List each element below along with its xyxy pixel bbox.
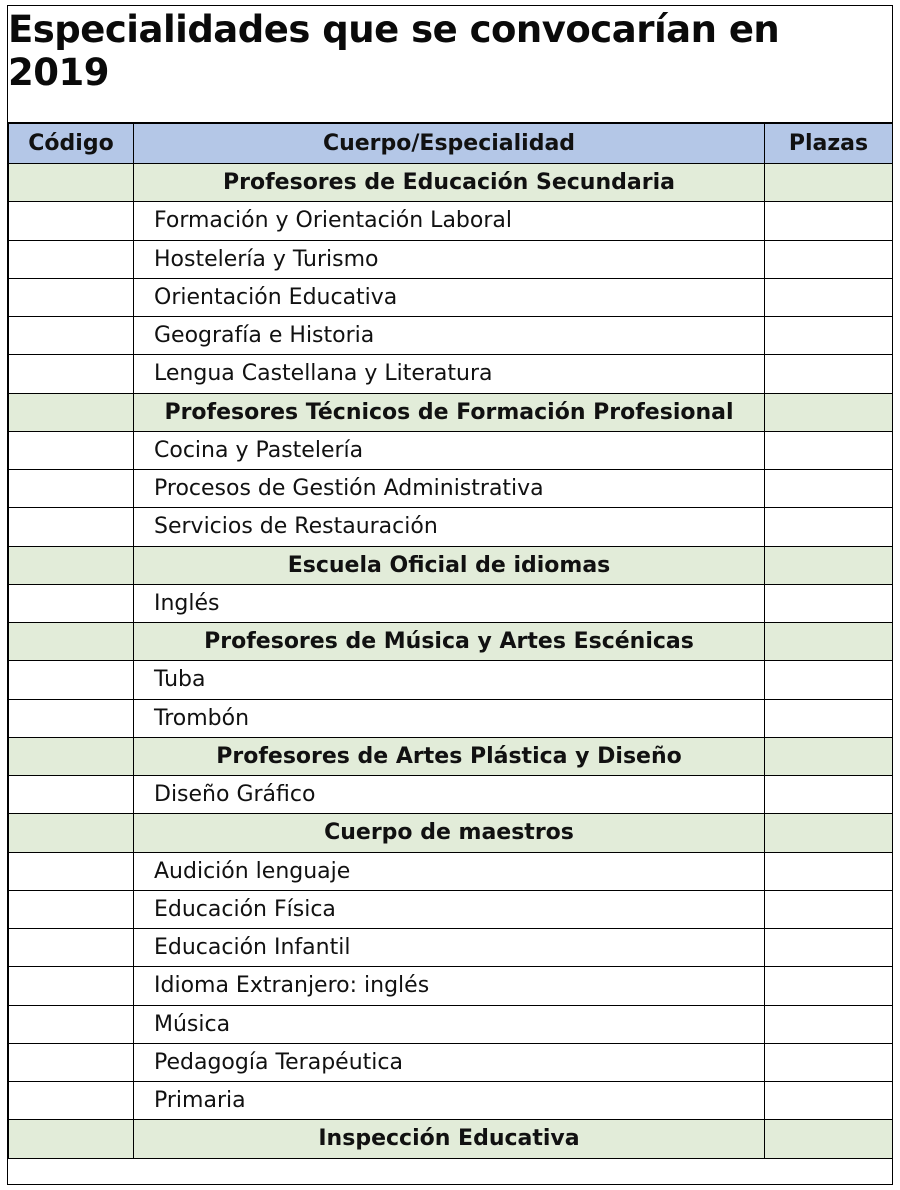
table-row bbox=[9, 278, 893, 316]
code-cell bbox=[9, 1120, 134, 1158]
section-label: Escuela Oficial de idiomas bbox=[134, 546, 765, 584]
section-label: Profesores de Educación Secundaria bbox=[134, 164, 765, 202]
seats-cell bbox=[765, 508, 893, 546]
section-row bbox=[9, 164, 893, 202]
seats-cell bbox=[765, 737, 893, 775]
specialty-label: Inglés bbox=[134, 584, 765, 622]
code-cell bbox=[9, 890, 134, 928]
seats-cell bbox=[765, 852, 893, 890]
code-cell bbox=[9, 1043, 134, 1081]
seats-cell bbox=[765, 623, 893, 661]
specialty-label: Idioma Extranjero: inglés bbox=[134, 967, 765, 1005]
code-cell bbox=[9, 164, 134, 202]
specialties-sheet bbox=[7, 5, 893, 1185]
seats-cell bbox=[765, 202, 893, 240]
section-label: Profesores de Artes Plástica y Diseño bbox=[134, 737, 765, 775]
specialty-label: Procesos de Gestión Administrativa bbox=[134, 470, 765, 508]
table-row bbox=[9, 584, 893, 622]
specialty-label: Trombón bbox=[134, 699, 765, 737]
code-cell bbox=[9, 737, 134, 775]
code-cell bbox=[9, 1005, 134, 1043]
code-cell bbox=[9, 852, 134, 890]
section-row bbox=[9, 623, 893, 661]
specialty-label: Educación Física bbox=[134, 890, 765, 928]
column-header-seats: Plazas bbox=[765, 124, 893, 164]
code-cell bbox=[9, 278, 134, 316]
seats-cell bbox=[765, 240, 893, 278]
code-cell bbox=[9, 240, 134, 278]
seats-cell bbox=[765, 278, 893, 316]
specialty-label: Diseño Gráfico bbox=[134, 776, 765, 814]
seats-cell bbox=[765, 164, 893, 202]
specialty-label: Hostelería y Turismo bbox=[134, 240, 765, 278]
specialty-label: Formación y Orientación Laboral bbox=[134, 202, 765, 240]
code-cell bbox=[9, 202, 134, 240]
code-cell bbox=[9, 470, 134, 508]
seats-cell bbox=[765, 814, 893, 852]
table-row bbox=[9, 202, 893, 240]
table-body bbox=[9, 164, 893, 1159]
seats-cell bbox=[765, 890, 893, 928]
code-cell bbox=[9, 661, 134, 699]
table-row bbox=[9, 355, 893, 393]
code-cell bbox=[9, 776, 134, 814]
table-row bbox=[9, 929, 893, 967]
specialty-label: Orientación Educativa bbox=[134, 278, 765, 316]
code-cell bbox=[9, 929, 134, 967]
seats-cell bbox=[765, 699, 893, 737]
section-label: Profesores de Música y Artes Escénicas bbox=[134, 623, 765, 661]
code-cell bbox=[9, 508, 134, 546]
code-cell bbox=[9, 355, 134, 393]
code-cell bbox=[9, 431, 134, 469]
section-label: Profesores Técnicos de Formación Profesional bbox=[134, 393, 765, 431]
seats-cell bbox=[765, 317, 893, 355]
specialty-label: Tuba bbox=[134, 661, 765, 699]
seats-cell bbox=[765, 929, 893, 967]
specialty-label: Servicios de Restauración bbox=[134, 508, 765, 546]
seats-cell bbox=[765, 1043, 893, 1081]
section-row bbox=[9, 1120, 893, 1158]
seats-cell bbox=[765, 967, 893, 1005]
specialty-label: Pedagogía Terapéutica bbox=[134, 1043, 765, 1081]
seats-cell bbox=[765, 661, 893, 699]
section-label: Cuerpo de maestros bbox=[134, 814, 765, 852]
seats-cell bbox=[765, 776, 893, 814]
table-row bbox=[9, 776, 893, 814]
specialty-label: Música bbox=[134, 1005, 765, 1043]
seats-cell bbox=[765, 1082, 893, 1120]
seats-cell bbox=[765, 1120, 893, 1158]
seats-cell bbox=[765, 393, 893, 431]
code-cell bbox=[9, 546, 134, 584]
code-cell bbox=[9, 623, 134, 661]
code-cell bbox=[9, 584, 134, 622]
section-row bbox=[9, 814, 893, 852]
seats-cell bbox=[765, 355, 893, 393]
code-cell bbox=[9, 393, 134, 431]
seats-cell bbox=[765, 1005, 893, 1043]
specialty-label: Educación Infantil bbox=[134, 929, 765, 967]
section-row bbox=[9, 546, 893, 584]
section-row bbox=[9, 393, 893, 431]
code-cell bbox=[9, 317, 134, 355]
seats-cell bbox=[765, 470, 893, 508]
seats-cell bbox=[765, 431, 893, 469]
column-header-specialty: Cuerpo/Especialidad bbox=[134, 124, 765, 164]
table-row bbox=[9, 240, 893, 278]
specialty-label: Audición lenguaje bbox=[134, 852, 765, 890]
table-row bbox=[9, 890, 893, 928]
seats-cell bbox=[765, 546, 893, 584]
table-row bbox=[9, 1043, 893, 1081]
section-row bbox=[9, 737, 893, 775]
sheet-title: Especialidades que se convocarían en 2019 bbox=[8, 6, 892, 123]
table-row bbox=[9, 431, 893, 469]
code-cell bbox=[9, 699, 134, 737]
table-row bbox=[9, 967, 893, 1005]
specialty-label: Cocina y Pastelería bbox=[134, 431, 765, 469]
specialty-label: Lengua Castellana y Literatura bbox=[134, 355, 765, 393]
table-row bbox=[9, 317, 893, 355]
code-cell bbox=[9, 1082, 134, 1120]
table-header-row bbox=[9, 124, 893, 164]
table-row bbox=[9, 470, 893, 508]
seats-cell bbox=[765, 584, 893, 622]
column-header-code: Código bbox=[9, 124, 134, 164]
code-cell bbox=[9, 814, 134, 852]
table-row bbox=[9, 1005, 893, 1043]
code-cell bbox=[9, 967, 134, 1005]
table-row bbox=[9, 661, 893, 699]
table-row bbox=[9, 699, 893, 737]
specialty-label: Primaria bbox=[134, 1082, 765, 1120]
section-label: Inspección Educativa bbox=[134, 1120, 765, 1158]
table-row bbox=[9, 852, 893, 890]
specialty-label: Geografía e Historia bbox=[134, 317, 765, 355]
table-row bbox=[9, 508, 893, 546]
table-row bbox=[9, 1082, 893, 1120]
specialties-table bbox=[8, 123, 893, 1159]
